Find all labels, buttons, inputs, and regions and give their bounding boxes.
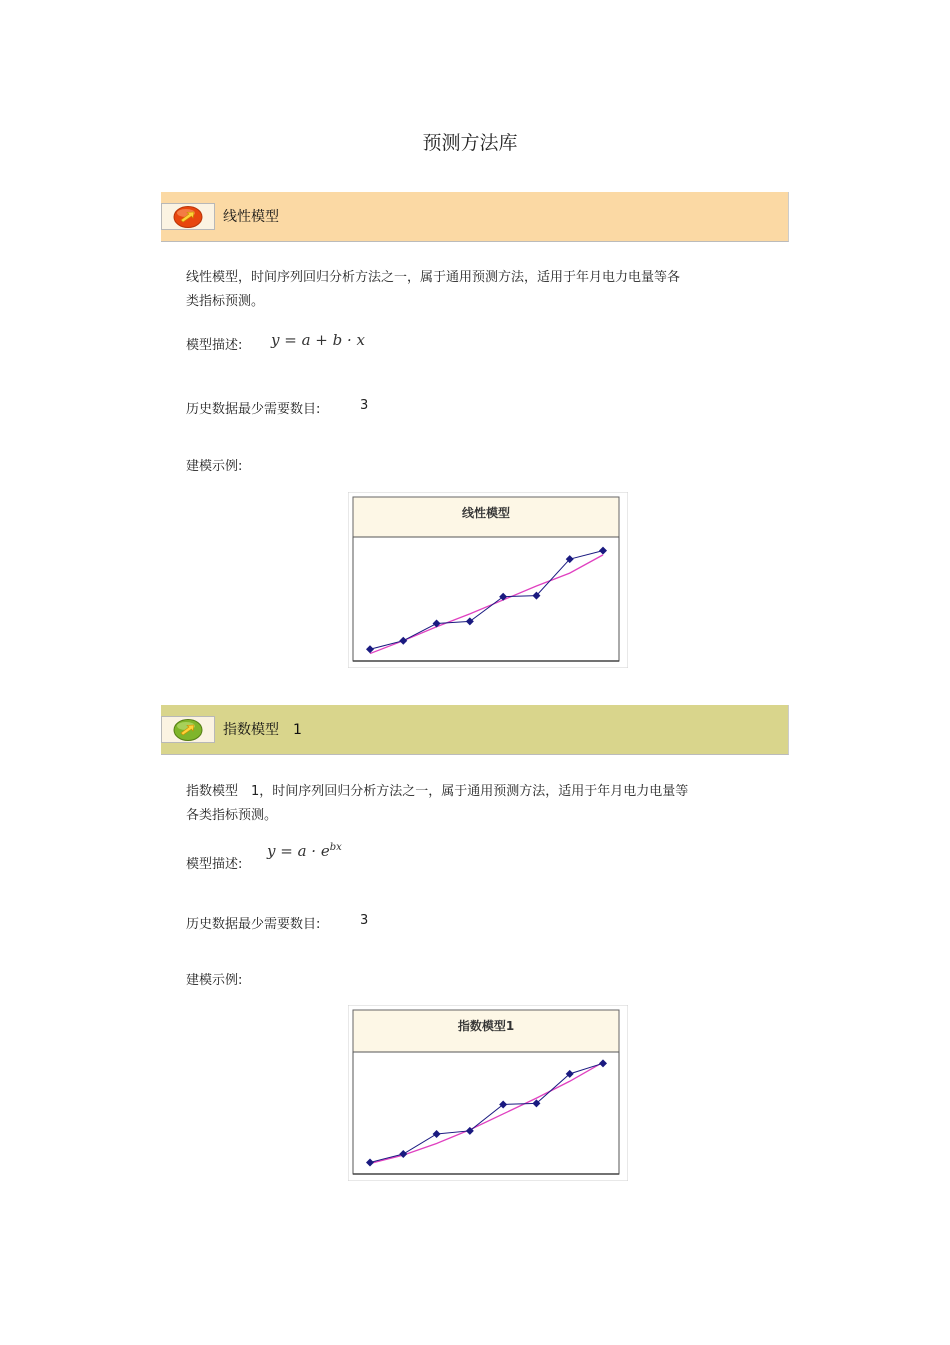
chart-title: 线性模型 — [461, 506, 511, 520]
description-line: 线性模型，时间序列回归分析方法之一，属于通用预测方法，适用于年月电力电量等各 — [186, 270, 681, 285]
chart-exponential — [348, 1005, 628, 1181]
min-data-value: 3 — [360, 398, 369, 413]
description-line: 指数模型 1，时间序列回归分析方法之一，属于通用预测方法，适用于年月电力电量等 — [186, 784, 689, 799]
formula-exponent: bx — [329, 842, 342, 853]
section-title: 线性模型 — [223, 209, 279, 225]
min-data-label: 历史数据最少需要数目: — [186, 917, 321, 932]
min-data-label: 历史数据最少需要数目: — [186, 402, 321, 417]
model-formula — [267, 842, 342, 860]
min-data-value: 3 — [360, 913, 369, 928]
orange-arrow-icon — [172, 205, 204, 229]
section-title: 指数模型 1 — [223, 722, 302, 738]
model-label: 模型描述: — [186, 338, 243, 353]
chart-linear — [348, 492, 628, 668]
green-arrow-icon — [172, 718, 204, 742]
description-line: 类指标预测。 — [186, 294, 265, 309]
chart-title: 指数模型1 — [457, 1019, 515, 1033]
page-title: 预测方法库 — [422, 132, 518, 154]
model-formula: y = a + b · x — [271, 331, 365, 349]
section-header-exponential — [161, 705, 789, 755]
formula-base: y = a · e — [267, 842, 330, 860]
icon-box — [161, 716, 215, 743]
description — [186, 266, 746, 314]
model-label: 模型描述: — [186, 857, 243, 872]
icon-box — [161, 203, 215, 230]
section-header-linear — [161, 192, 789, 242]
example-label: 建模示例: — [186, 459, 243, 474]
description-line: 各类指标预测。 — [186, 808, 278, 823]
description — [186, 780, 746, 828]
example-label: 建模示例: — [186, 973, 243, 988]
